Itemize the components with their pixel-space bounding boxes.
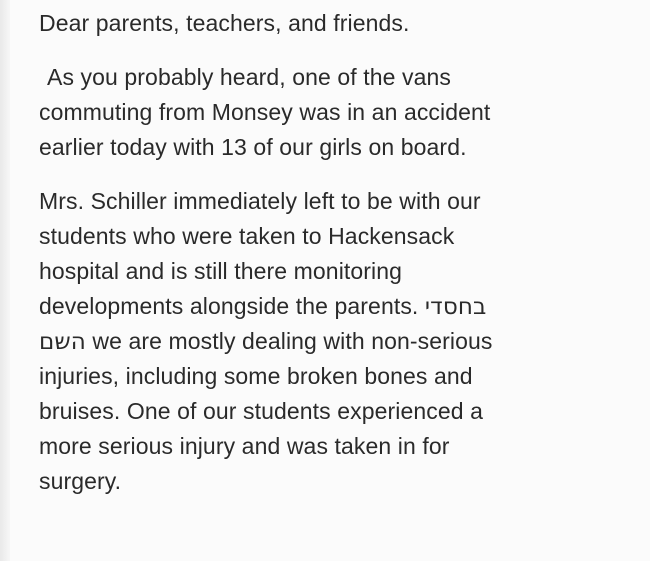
paragraph-line: students who were taken to Hackensack [39, 223, 455, 249]
paragraph-line-mixed [39, 324, 629, 359]
paragraph-line: Mrs. Schiller immediately left to be with our [39, 188, 481, 214]
paragraph-line: injuries, including some broken bones and [39, 363, 473, 389]
paragraph-line: commuting from Monsey was in an accident [39, 99, 491, 125]
paragraph-line: bruises. One of our students experienced a [39, 398, 484, 424]
paragraph-accident [39, 60, 629, 165]
paragraph-line: hospital and is still there monitoring [39, 258, 403, 284]
hebrew-phrase-part2: השם [39, 329, 86, 355]
greeting-line: Dear parents, teachers, and friends. [39, 10, 410, 36]
line-text: we are mostly dealing with non-serious [92, 328, 493, 354]
paragraph-line: earlier today with 13 of our girls on board. [39, 134, 467, 160]
line-text: developments alongside the parents. [39, 293, 419, 319]
paragraph-line: more serious injury and was taken in for [39, 433, 450, 459]
letter-body [39, 0, 629, 499]
left-edge-shadow [0, 0, 10, 561]
paragraph-line-mixed [39, 289, 629, 324]
paragraph-line: surgery. [39, 468, 122, 494]
paragraph-line: As you probably heard, one of the vans [47, 64, 452, 90]
hebrew-phrase-part1: בחסדי [424, 294, 487, 320]
paragraph-update [39, 184, 629, 499]
